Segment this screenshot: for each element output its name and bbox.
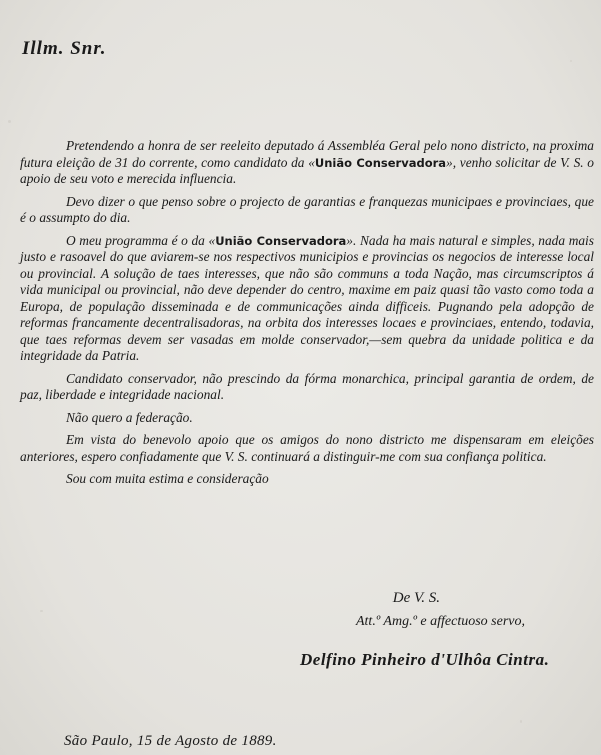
paper-speck (8, 120, 11, 123)
paragraph-regards: Sou com muita estima e consideração (66, 471, 269, 486)
paragraph-support: Em vista do benevolo apoio que os amigos do nono districto me dispensaram em eleições anteriores, espero confiadamente que V. S. continuará a distinguir-me com sua confiança politica. (20, 432, 594, 464)
letter-body (20, 138, 594, 494)
paragraph-monarchy: Candidato conservador, não prescindo da fórma monarchica, principal garantia de ordem, de paz, liberdade e integridade nacional. (20, 370, 594, 402)
closing-servant: Att.º Amg.º e affectuoso servo, (355, 614, 525, 629)
paragraph-federation: Não quero a federação. (66, 409, 193, 425)
paragraph-guarantees: Devo dizer o que penso sobre o projecto de garantias e franquezas municipaes e provinciaes, que é o assumpto do dia. (20, 193, 594, 225)
closing-de-vs: De V. S. (392, 590, 440, 606)
paragraph-text: ». Nada ha mais natural e simples, nada mais justo e rasoavel do que aviarem-se nos respectivos municipios e provincias os negocios de interesse local ou provincial. A solução de taes interesses, que não são communs a toda Nação, mas circumscriptos á vida municipal ou provincial, não deve depender do centro, maxime em paiz quasi tão vasto como toda a Europa, de população disseminada e de communicações ainda difficeis. Pugnando pela adopção de reformas francamente decentralisadoras, na orbita dos interesses locaes e provinciaes, entendo, todavia, que taes reformas devem ser vasadas em molde conservador,—sem quebra da unidade politica e da integridade da Patria. (20, 232, 594, 363)
paper-speck (40, 610, 43, 612)
paper-speck (570, 60, 572, 62)
paragraph-candidacy (20, 138, 594, 188)
paper-speck (520, 720, 522, 723)
salutation: Illm. Snr. (22, 38, 107, 59)
dateline: São Paulo, 15 de Agosto de 1889. (64, 733, 277, 749)
party-name: União Conservadora (314, 155, 447, 170)
paragraph-text: O meu programma é o da « (66, 232, 216, 248)
signature: Delfino Pinheiro d'Ulhôa Cintra. (300, 650, 550, 669)
paragraph-programme (20, 233, 594, 365)
paragraph-text: », venho solicitar de V. S. o apoio de seu voto e merecida influencia. (20, 154, 594, 186)
party-name: União Conservadora (215, 233, 347, 248)
paragraph-text: Pretendendo a honra de ser reeleito deputado á Assembléa Geral pelo nono districto, na proxima futura eleição de 31 do corrente, como candidato da « (20, 138, 594, 170)
